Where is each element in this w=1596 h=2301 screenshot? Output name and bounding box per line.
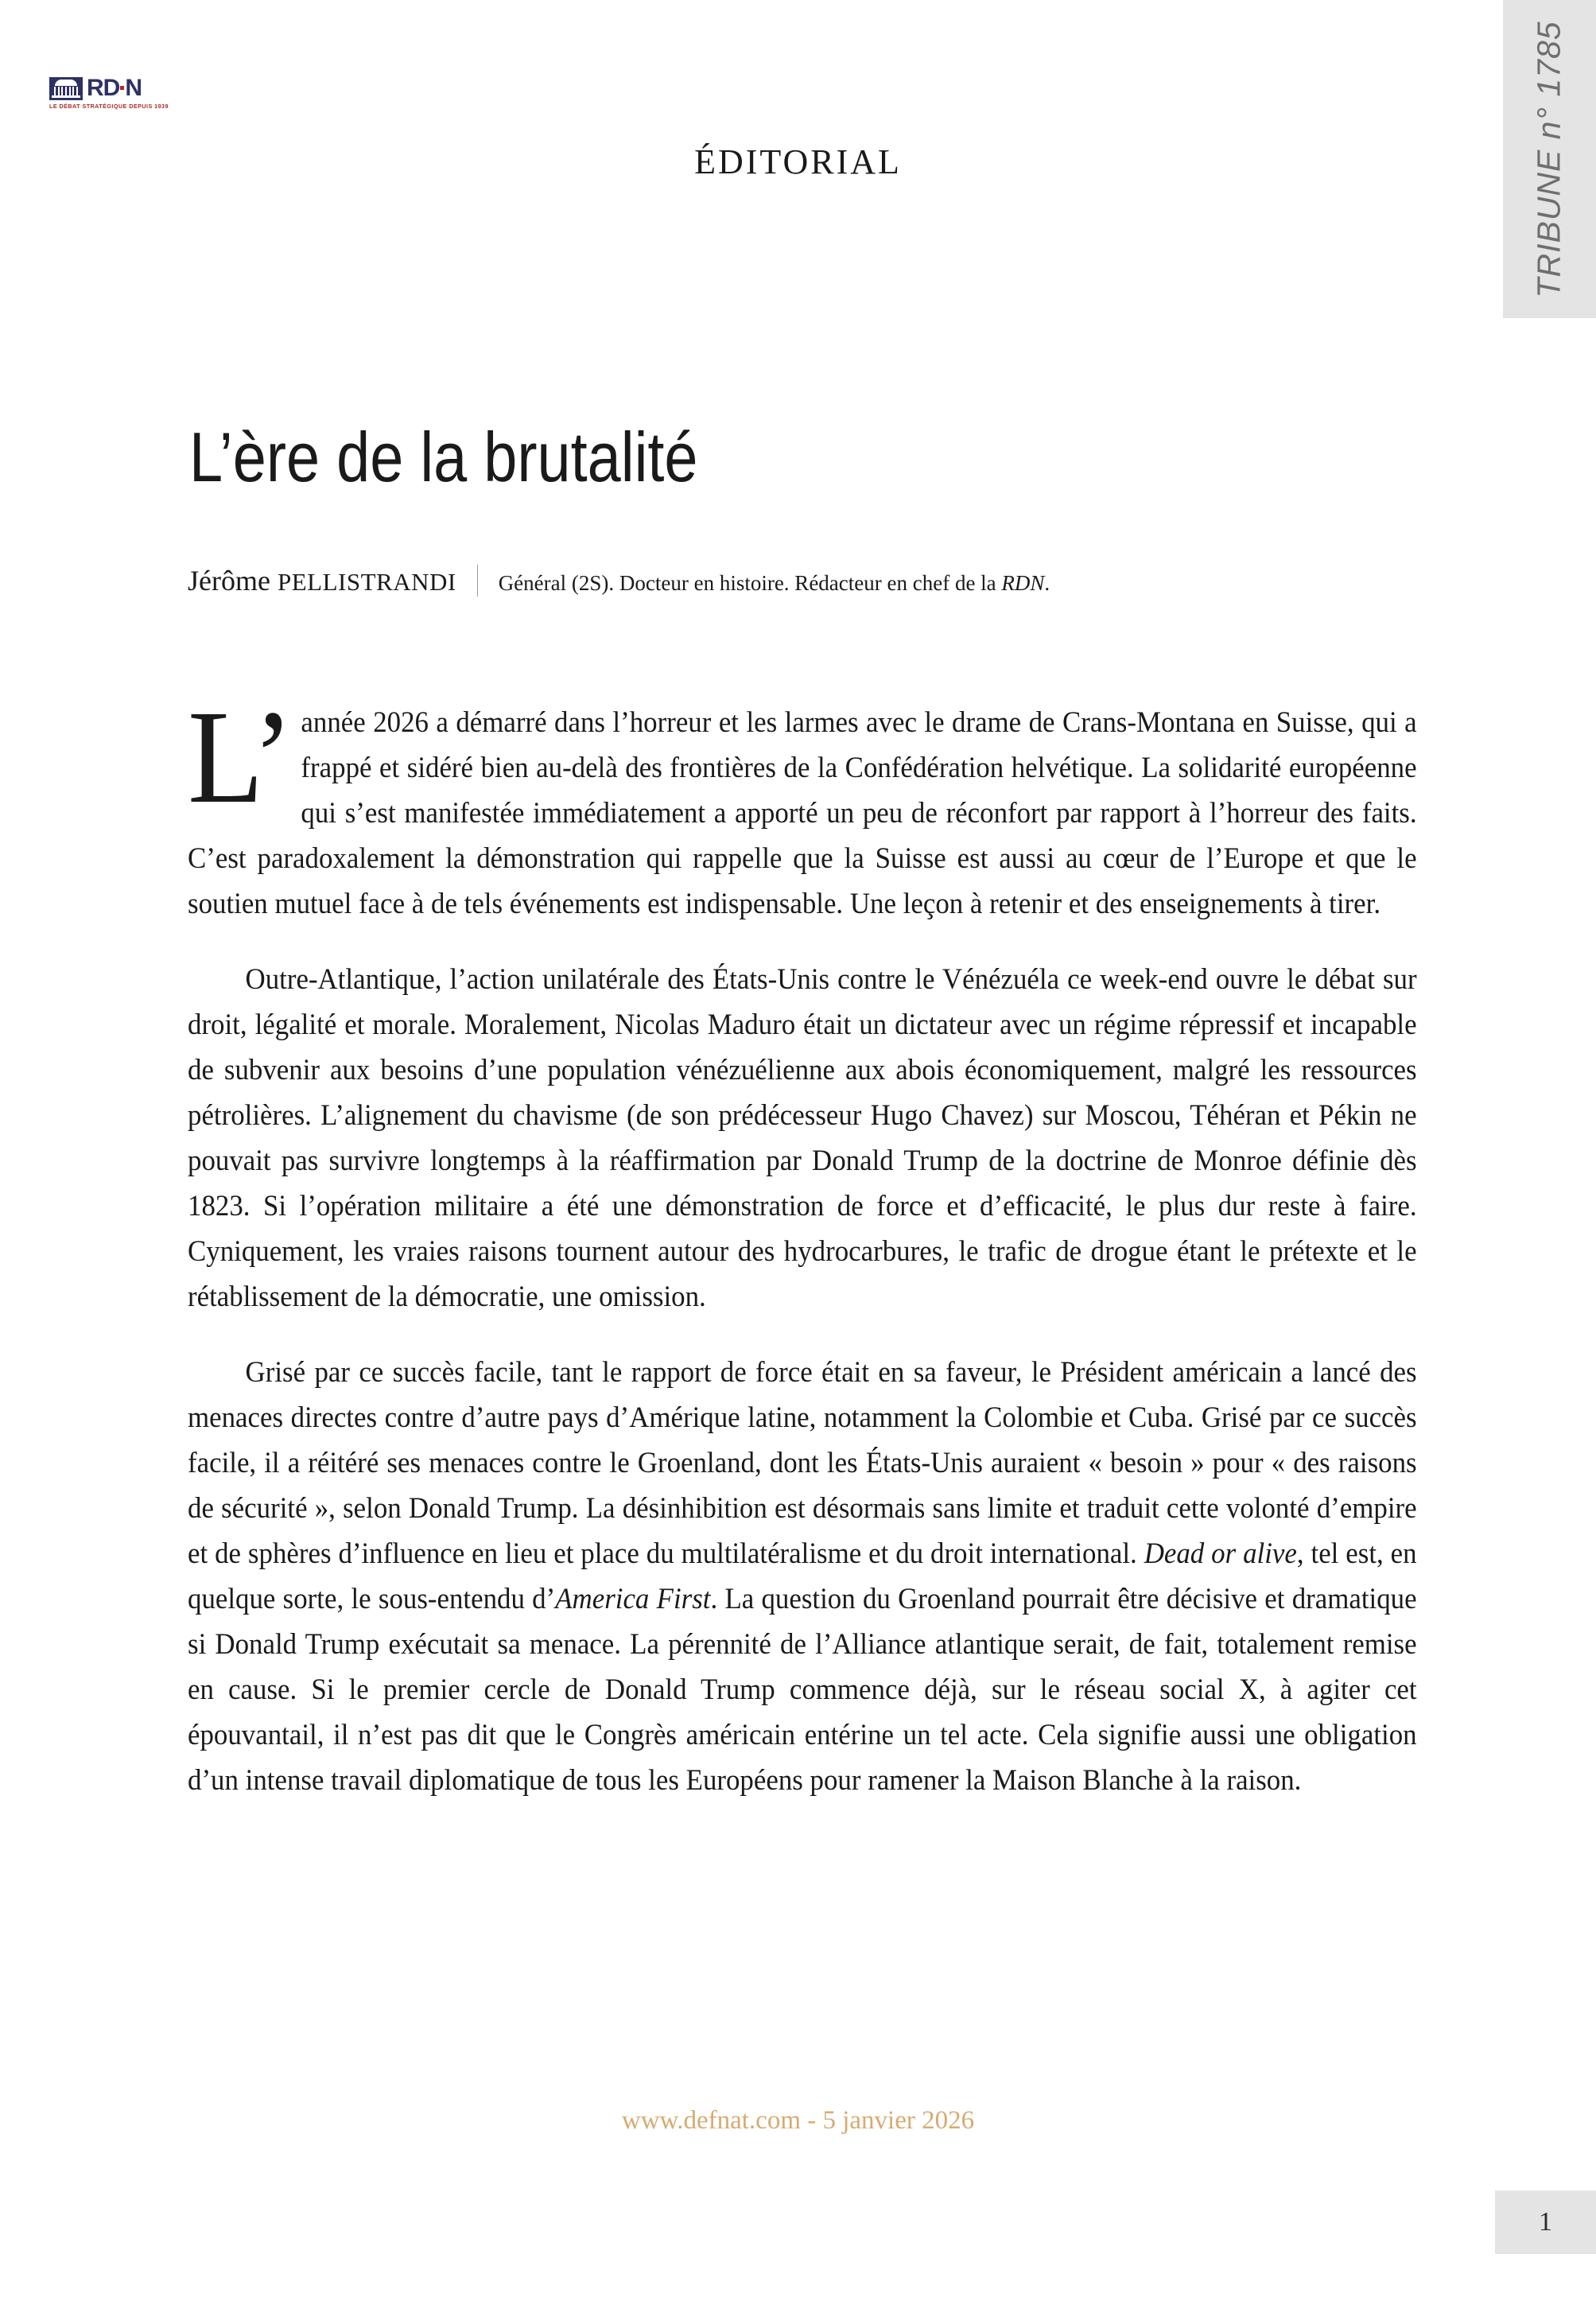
body-paragraph-3 — [188, 1350, 1417, 1803]
paragraph3-part2: , tel est, en quelque sorte, le sous-entendu d’ — [188, 1537, 1417, 1615]
logo-tagline: LE DÉBAT STRATÉGIQUE DEPUIS 1939 — [49, 103, 169, 110]
logo-dot-icon — [120, 86, 124, 90]
byline — [188, 558, 1050, 597]
paragraph3-part3: . La question du Groenland pourrait être décisive et dramatique si Donald Trump exécutait sa menace. La pérennité de l’Alliance atlantique serait, de fait, totalement remise en cause. Si le premier cercle de Donald Trump commence déjà, sur le réseau social X, à agiter cet épouvantail, il n’est pas dit que le Congrès américain entérine un tel acte. Cela signifie aussi une obligation d’un intense travail diplomatique de tous les Européens pour ramener la Maison Blanche à la raison. — [188, 1583, 1417, 1797]
body-paragraph-1: L’année 2026 a démarré dans l’horreur et les larmes avec le drame de Crans-Montana en Suisse, qui a frappé et sidéré bien au-delà des frontières de la Confédération helvétique. La solidarité européenne qui s’est manifestée immédiatement a apporté un peu de réconfort par rapport à l’horreur des faits. C’est paradoxalement la démonstration qui rappelle que la Suisse est aussi au cœur de l’Europe et que le soutien mutuel face à de tels événements est indispensable. Une leçon à retenir et des enseignements à tirer. — [188, 683, 1417, 920]
logo-word-left: RD — [87, 75, 120, 101]
footer-source-note: www.defnat.com - 5 janvier 2026 — [621, 2106, 975, 2135]
paragraph3-italic-america-first: America First — [555, 1583, 711, 1615]
paragraph3-italic-dead-or-alive: Dead or alive — [1144, 1537, 1297, 1570]
logo-wordmark — [87, 76, 142, 100]
bio-text-before: Général (2S). Docteur en histoire. Rédacteur en chef de la — [498, 571, 1002, 595]
paragraph3-part1: Grisé par ce succès facile, tant le rapport de force était en sa faveur, le Président américain a lancé des menaces directes contre d’autre pays d’Amérique latine, notamment la Colombie et Cuba. Grisé par ce succès facile, il a réitéré ses menaces contre le Groenland, dont les États-Unis auraient « besoin » pour « des raisons de sécurité », selon Donald Trump. La désinhibition est désormais sans limite et traduit cette volonté d’empire et de sphères d’influence en lieu et place du multilatéralisme et du droit international. — [188, 1356, 1417, 1570]
building-base — [52, 95, 80, 98]
byline-bio — [499, 571, 1050, 596]
byline-divider — [477, 565, 478, 597]
byline-author — [188, 564, 456, 597]
tribune-issue-label: TRIBUNE n° 1785 — [1531, 20, 1567, 298]
classical-building-icon — [49, 77, 83, 100]
page-number: 1 — [1495, 2190, 1596, 2254]
section-heading: ÉDITORIAL — [694, 142, 902, 181]
page-title: L’ère de la brutalité — [189, 417, 698, 496]
bio-publication-name: RDN — [1001, 571, 1045, 595]
body-paragraph-2: Outre-Atlantique, l’action unilatérale des États-Unis contre le Vénézuéla ce week-end ouvre le débat sur droit, légalité et morale. Moralement, Nicolas Maduro était un dictateur avec un régime répressif et incapable de subvenir aux besoins d’une population vénézuélienne aux abois économiquement, malgré les ressources pétrolières. L’alignement du chavisme (de son prédécesseur Hugo Chavez) sur Moscou, Téhéran et Pékin ne pouvait pas survivre longtemps à la réaffirmation par Donald Trump de la doctrine de Monroe définie dès 1823. Si l’opération militaire a été une démonstration de force et d’efficacité, le plus dur reste à faire. Cyniquement, les vraies raisons tournent autour des hydrocarbures, le trafic de drogue étant le prétexte et le rétablissement de la démocratie, une omission. — [188, 963, 1417, 1313]
rdn-logo — [49, 75, 169, 111]
author-first-name: Jérôme — [188, 565, 278, 597]
author-last-name: PELLISTRANDI — [277, 568, 456, 596]
bio-text-after: . — [1044, 571, 1050, 595]
logo-row — [49, 76, 146, 100]
building-roof — [55, 80, 77, 86]
logo-word-right: N — [125, 75, 142, 101]
article-body — [188, 683, 1417, 1803]
